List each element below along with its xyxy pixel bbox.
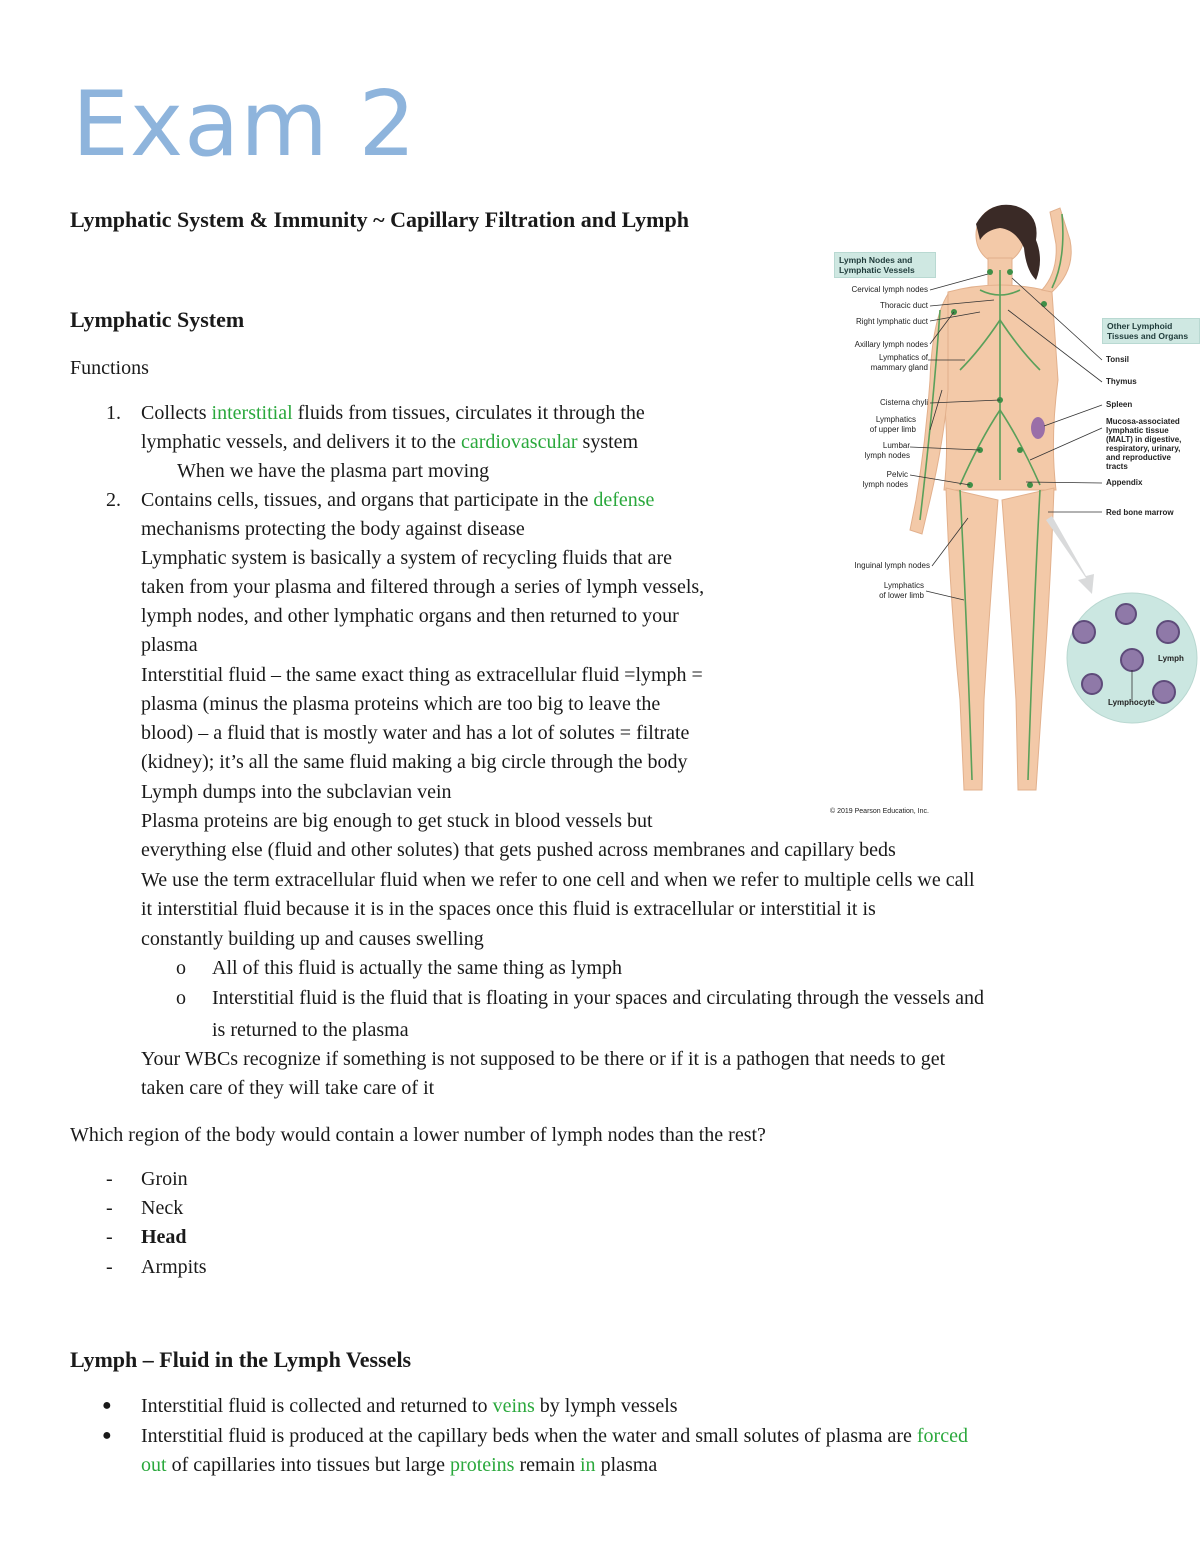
list-item-1-line-2: lymphatic vessels, and delivers it to the cardiovascular system xyxy=(141,431,639,453)
figure-label: of lower limb xyxy=(879,591,924,600)
list-number-1: 1. xyxy=(106,402,121,424)
list-item-2-line-1: Contains cells, tissues, and organs that participate in the defense xyxy=(141,489,655,511)
bullet-5-line-2: it interstitial fluid because it is in the spaces once this fluid is extracellular or interstitial it is xyxy=(141,898,876,920)
option-dash: - xyxy=(106,1226,113,1248)
bullet-4-line-1: Plasma proteins are big enough to get stuck in blood vessels but xyxy=(141,810,653,832)
sub-bullet-o-marker: o xyxy=(176,957,186,979)
figure-label: Spleen xyxy=(1106,400,1133,409)
figure-label: Inguinal lymph nodes xyxy=(854,561,930,570)
option-armpits: Armpits xyxy=(141,1256,207,1278)
option-head-answer: Head xyxy=(141,1226,187,1248)
question-text: Which region of the body would contain a lower number of lymph nodes than the rest? xyxy=(70,1124,766,1146)
option-dash: - xyxy=(106,1197,113,1219)
figure-label: (MALT) in digestive, xyxy=(1106,435,1182,444)
bullet-6-line-2: taken care of they will take care of it xyxy=(141,1077,435,1099)
figure-right-box-title: Other Lymphoid Tissues and Organs xyxy=(1102,318,1200,344)
figure-label: respiratory, urinary, xyxy=(1106,444,1181,453)
list-item-2-line-2: mechanisms protecting the body against disease xyxy=(141,518,525,540)
bullet-5-line-3: constantly building up and causes swelling xyxy=(141,928,484,950)
sub-bullet-o-marker: o xyxy=(176,987,186,1009)
figure-label: lymphatic tissue xyxy=(1106,426,1169,435)
document-title: Exam 2 xyxy=(72,72,417,177)
figure-left-box-title: Lymph Nodes and Lymphatic Vessels xyxy=(834,252,936,278)
round-bullet: ● xyxy=(102,1397,112,1414)
bullet-4-line-2: everything else (fluid and other solutes) that gets pushed across membranes and capillary beds xyxy=(141,839,896,861)
figure-label: Thoracic duct xyxy=(879,301,928,310)
figure-label: Red bone marrow xyxy=(1106,508,1174,517)
figure-label: Lymphatics xyxy=(875,415,916,424)
figure-label: Lymphatics xyxy=(883,581,924,590)
bullet-2-line-3: blood) – a fluid that is mostly water and has a lot of solutes = filtrate xyxy=(141,722,690,744)
sub-bullet-1-line-1: All of this fluid is actually the same thing as lymph xyxy=(212,957,622,979)
figure-label: Appendix xyxy=(1106,478,1143,487)
bullet-5-line-1: We use the term extracellular fluid when we refer to one cell and when we refer to multiple cells we call xyxy=(141,869,975,891)
lymph-bullet-2-line-1: Interstitial fluid is produced at the capillary beds when the water and small solutes of plasma are forced xyxy=(141,1425,968,1447)
bullet-1-line-1: Lymphatic system is basically a system of recycling fluids that are xyxy=(141,547,672,569)
list-item-1-sub: When we have the plasma part moving xyxy=(177,460,490,482)
bullet-1-line-2: taken from your plasma and filtered through a series of lymph vessels, xyxy=(141,576,705,598)
section-heading-lymphatic-system: Lymphatic System xyxy=(70,307,245,332)
figure-label: Axillary lymph nodes xyxy=(854,340,928,349)
figure-label: Right lymphatic duct xyxy=(855,317,928,326)
figure-label: and reproductive xyxy=(1106,453,1171,462)
figure-label: Thymus xyxy=(1106,377,1137,386)
figure-label: lymph nodes xyxy=(864,451,910,460)
sub-bullet-2-line-1: Interstitial fluid is the fluid that is floating in your spaces and circulating through the vessels and xyxy=(212,987,985,1009)
bullet-3-line-1: Lymph dumps into the subclavian vein xyxy=(141,781,452,803)
inset-label-lymph: Lymph xyxy=(1158,654,1184,663)
sub-bullet-2-line-2: is returned to the plasma xyxy=(212,1019,409,1041)
functions-label: Functions xyxy=(70,357,149,379)
lymphatic-system-figure xyxy=(830,200,1200,825)
figure-label: Mucosa-associated xyxy=(1106,417,1180,426)
figure-label: Cisterna chyli xyxy=(879,398,928,407)
figure-label: Tonsil xyxy=(1106,355,1129,364)
bullet-2-line-1: Interstitial fluid – the same exact thing as extracellular fluid =lymph = xyxy=(141,664,703,686)
section-heading-lymph: Lymph – Fluid in the Lymph Vessels xyxy=(70,1347,412,1372)
figure-label: of upper limb xyxy=(869,425,916,434)
bullet-1-line-3: lymph nodes, and other lymphatic organs and then returned to your xyxy=(141,605,679,627)
bullet-2-line-4: (kidney); it’s all the same fluid making a big circle through the body xyxy=(141,751,688,773)
bullet-1-line-4: plasma xyxy=(141,634,198,656)
figure-label: Pelvic xyxy=(886,470,908,479)
lymph-bullet-1: Interstitial fluid is collected and returned to veins by lymph vessels xyxy=(141,1395,678,1417)
figure-label: Lumbar xyxy=(882,441,910,450)
figure-label: lymph nodes xyxy=(862,480,908,489)
figure-label: Lymphatics of xyxy=(878,353,928,362)
list-number-2: 2. xyxy=(106,489,121,511)
bullet-2-line-2: plasma (minus the plasma proteins which are too big to leave the xyxy=(141,693,661,715)
figure-label: tracts xyxy=(1106,462,1128,471)
inset-label-lymphocyte: Lymphocyte xyxy=(1108,698,1155,707)
list-item-1-line-1: Collects interstitial fluids from tissues, circulates it through the xyxy=(141,402,645,424)
figure-label: mammary gland xyxy=(870,363,928,372)
lymph-bullet-2-line-2: out of capillaries into tissues but large proteins remain in plasma xyxy=(141,1454,658,1476)
figure-credit: © 2019 Pearson Education, Inc. xyxy=(830,808,929,815)
figure-label: Cervical lymph nodes xyxy=(851,285,928,294)
bullet-6-line-1: Your WBCs recognize if something is not supposed to be there or if it is a pathogen that needs to get xyxy=(141,1048,946,1070)
option-groin: Groin xyxy=(141,1168,188,1190)
document-subtitle: Lymphatic System & Immunity ~ Capillary Filtration and Lymph xyxy=(70,207,689,232)
option-dash: - xyxy=(106,1168,113,1190)
option-neck: Neck xyxy=(141,1197,184,1219)
option-dash: - xyxy=(106,1256,113,1278)
round-bullet: ● xyxy=(102,1427,112,1444)
